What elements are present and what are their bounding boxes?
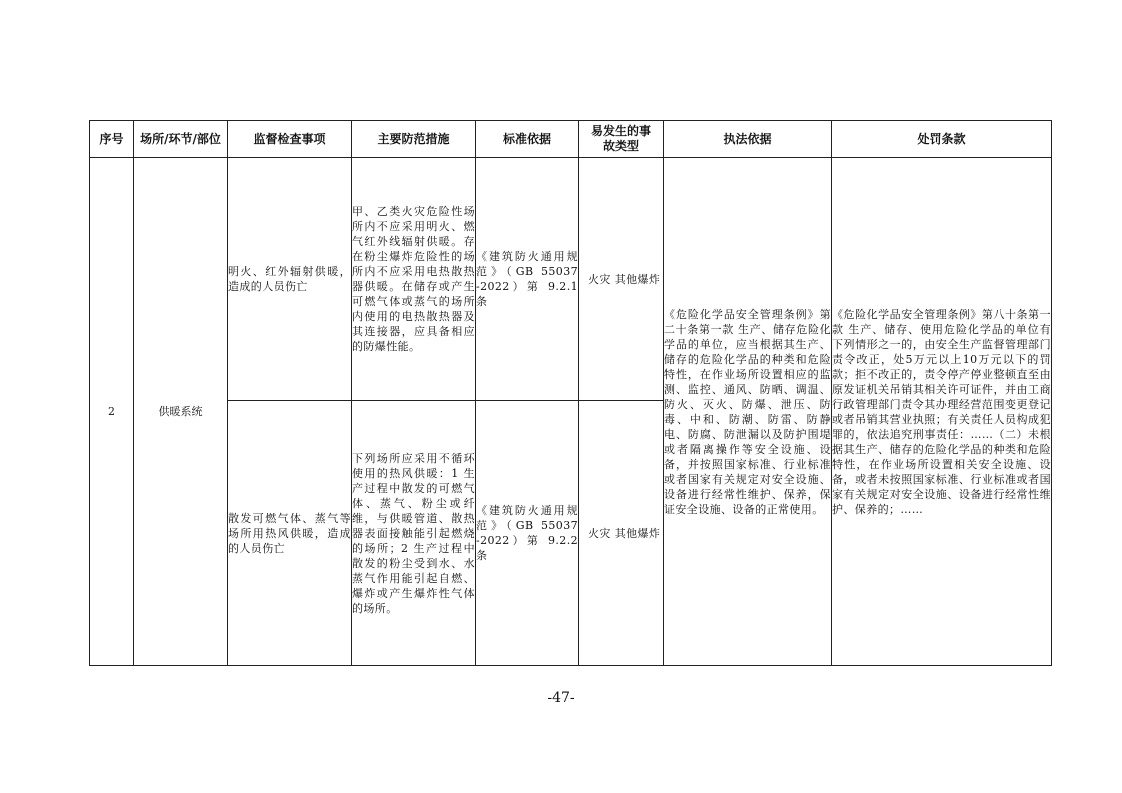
header-law: 执法依据 [664,121,832,158]
row-seq: 2 [90,158,134,666]
accident-item-1: 火灾 其他爆炸 [579,158,664,401]
header-seq: 序号 [90,121,134,158]
regulation-table [89,120,1052,666]
row-place: 供暖系统 [134,158,228,666]
accident-item-2: 火灾 其他爆炸 [579,401,664,666]
law-basis: 《危险化学品安全管理条例》第二十条第一款 生产、储存危险化学品的单位，应当根据其生产、储存的危险化学品的种类和危险特性，在作业场所设置相应的监测、监控、通风、防晒、调温、防火、灭火、防爆、泄压、防毒、中和、防潮、防雷、防静电、防腐、防泄漏以及防护围堤或者隔离操作等安全设施、设备，并按照国家标准、行业标准或者国家有关规定对安全设施、设备进行经常性维护、保养，保证安全设施、设备的正常使用。 [664,158,832,666]
measures-item-2: 下列场所应采用不循环使用的热风供暖：1 生产过程中散发的可燃气体、蒸气、粉尘或纤维，与供暖管道、散热器表面接触能引起燃烧的场所；2 生产过程中散发的粉尘受到水、水蒸气作用能引起自燃、爆炸或产生爆炸性气体的场所。 [352,401,476,666]
inspect-item-2: 散发可燃气体、蒸气等场所用热风供暖，造成的人员伤亡 [228,401,352,666]
header-accident: 易发生的事故类型 [579,121,664,158]
standard-item-1: 《建筑防火通用规范》（GB 55037 -2022）第 9.2.1 条 [476,158,579,401]
header-penalty: 处罚条款 [832,121,1052,158]
header-row [90,121,1052,158]
penalty-clause: 《危险化学品安全管理条例》第八十条第一款 生产、储存、使用危险化学品的单位有下列情形之一的，由安全生产监督管理部门责令改正，处5万元以上10万元以下的罚款；拒不改正的，责令停产停业整顿直至由原发证机关吊销其相关许可证件，并由工商行政管理部门责令其办理经营范围变更登记或者吊销其营业执照；有关责任人员构成犯罪的，依法追究刑事责任：……（二）未根据其生产、储存的危险化学品的种类和危险特性，在作业场所设置相关安全设施、设备，或者未按照国家标准、行业标准或者国家有关规定对安全设施、设备进行经常性维护、保养的；…… [832,158,1052,666]
header-place: 场所/环节/部位 [134,121,228,158]
header-inspect: 监督检查事项 [228,121,352,158]
inspect-item-1: 明火、红外辐射供暖，造成的人员伤亡 [228,158,352,401]
header-measures: 主要防范措施 [352,121,476,158]
measures-item-1: 甲、乙类火灾危险性场所内不应采用明火、燃气红外线辐射供暖。存在粉尘爆炸危险性的场所内不应采用电热散热器供暖。在储存或产生可燃气体或蒸气的场所内使用的电热散热器及其连接器，应具备相应的防爆性能。 [352,158,476,401]
header-standard: 标准依据 [476,121,579,158]
table-row [90,158,1052,401]
page-number: -47- [547,690,575,706]
standard-item-2: 《建筑防火通用规范》（GB 55037 -2022）第 9.2.2 条 [476,401,579,666]
